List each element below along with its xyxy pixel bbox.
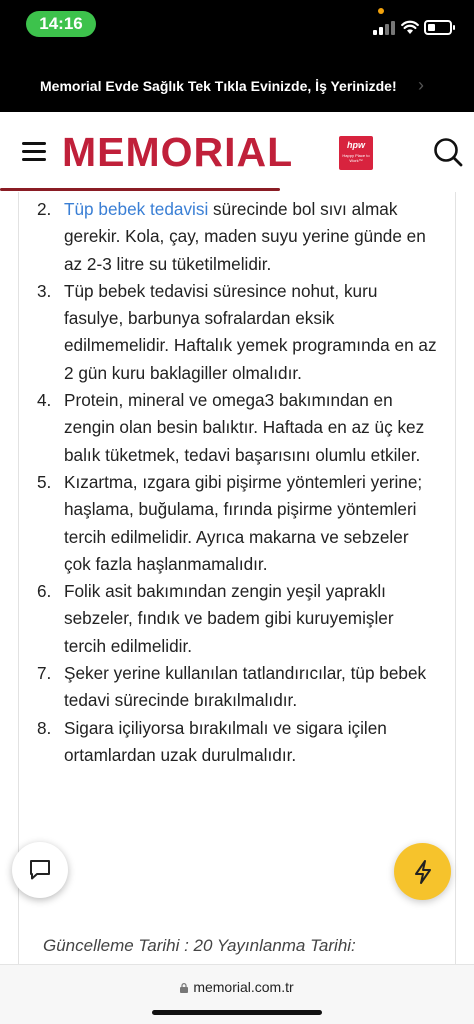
article-content bbox=[18, 192, 456, 964]
recording-indicator-icon bbox=[378, 8, 384, 14]
ivf-treatment-link[interactable]: Tüp bebek tedavisi bbox=[64, 199, 209, 219]
list-item-text: Kızartma, ızgara gibi pişirme yöntemleri yerine; haşlama, buğulama, fırında pişirme yöntemleri tercih edilmelidir. Ayrıca makarna ve sebzeler çok fazla haşlanmamalıdır. bbox=[64, 471, 423, 574]
cellular-signal-icon bbox=[373, 21, 395, 35]
list-item-text: Tüp bebek tedavisi süresince nohut, kuru fasulye, barbunya sofralardan eksik edilmemelidir. Haftalık yemek programında en az 2 gün kuru baklagiller olmalıdır. bbox=[64, 280, 437, 383]
update-date-note: Güncelleme Tarihi : 20 Yayınlanma Tarihi: bbox=[43, 936, 356, 955]
list-item bbox=[19, 196, 456, 278]
status-bar bbox=[0, 0, 474, 60]
badge-bottom-text: Happy Place to Work™ bbox=[342, 153, 370, 163]
list-item-text: Protein, mineral ve omega3 bakımından en zengin olan besin balıktır. Haftada en az üç kez balık tüketmek, tedavi başarısını olumlu etkiler. bbox=[64, 390, 425, 465]
list-item bbox=[19, 660, 456, 715]
battery-level bbox=[428, 24, 435, 31]
list-item-number: 3. bbox=[37, 280, 52, 301]
list-item-text: Şeker yerine kullanılan tatlandırıcılar, tüp bebek tedavi sürecinde bırakılmalıdır. bbox=[64, 663, 427, 711]
list-item-text: Folik asit bakımından zengin yeşil yapraklı sebzeler, fındık ve badem gibi kuruyemişler tercih edilmelidir. bbox=[64, 581, 394, 656]
memorial-logo[interactable]: MEMORIAL bbox=[62, 129, 294, 175]
wifi-icon bbox=[401, 19, 419, 35]
badge-top-text: hpw bbox=[347, 140, 365, 150]
list-item bbox=[19, 278, 456, 387]
battery-icon bbox=[424, 20, 452, 35]
hamburger-menu-button[interactable] bbox=[22, 142, 48, 162]
list-item bbox=[19, 469, 456, 578]
nutrition-tips-list bbox=[19, 196, 456, 769]
search-icon[interactable] bbox=[432, 136, 464, 168]
chat-bubble-icon bbox=[27, 857, 53, 883]
chat-button[interactable] bbox=[12, 842, 68, 898]
site-header bbox=[0, 112, 474, 192]
chevron-right-icon[interactable]: › bbox=[418, 75, 424, 95]
url-display[interactable] bbox=[0, 979, 474, 995]
list-item-number: 4. bbox=[37, 390, 52, 411]
list-item bbox=[19, 578, 456, 660]
list-item-number: 5. bbox=[37, 471, 52, 492]
lock-icon bbox=[180, 983, 188, 993]
url-text: memorial.com.tr bbox=[193, 979, 294, 995]
home-indicator[interactable] bbox=[152, 1010, 322, 1015]
list-item-number: 2. bbox=[37, 199, 52, 219]
list-item-number: 8. bbox=[37, 717, 52, 738]
list-item-number: 7. bbox=[37, 663, 52, 684]
status-time: 14:16 bbox=[26, 11, 96, 37]
happy-place-to-work-badge bbox=[339, 136, 373, 170]
promo-banner-text[interactable]: Memorial Evde Sağlık Tek Tıkla Evinizde, İş Yerinizde! bbox=[40, 78, 397, 94]
list-item-number: 6. bbox=[37, 581, 52, 602]
list-item-text: Sigara içiliyorsa bırakılmalı ve sigara içilen ortamlardan uzak durulmalıdır. bbox=[64, 717, 387, 765]
reading-progress-fill bbox=[0, 188, 280, 191]
lightning-icon bbox=[410, 858, 436, 886]
quick-action-button[interactable] bbox=[394, 843, 451, 900]
list-item bbox=[19, 387, 456, 469]
browser-address-bar[interactable] bbox=[0, 964, 474, 1024]
list-item bbox=[19, 715, 456, 770]
list-item-text: sürecinde bol sıvı almak gerekir. Kola, çay, maden suyu yerine günde en az 2-3 litre su tüketilmelidir. bbox=[64, 199, 426, 274]
promo-banner[interactable] bbox=[0, 60, 474, 112]
